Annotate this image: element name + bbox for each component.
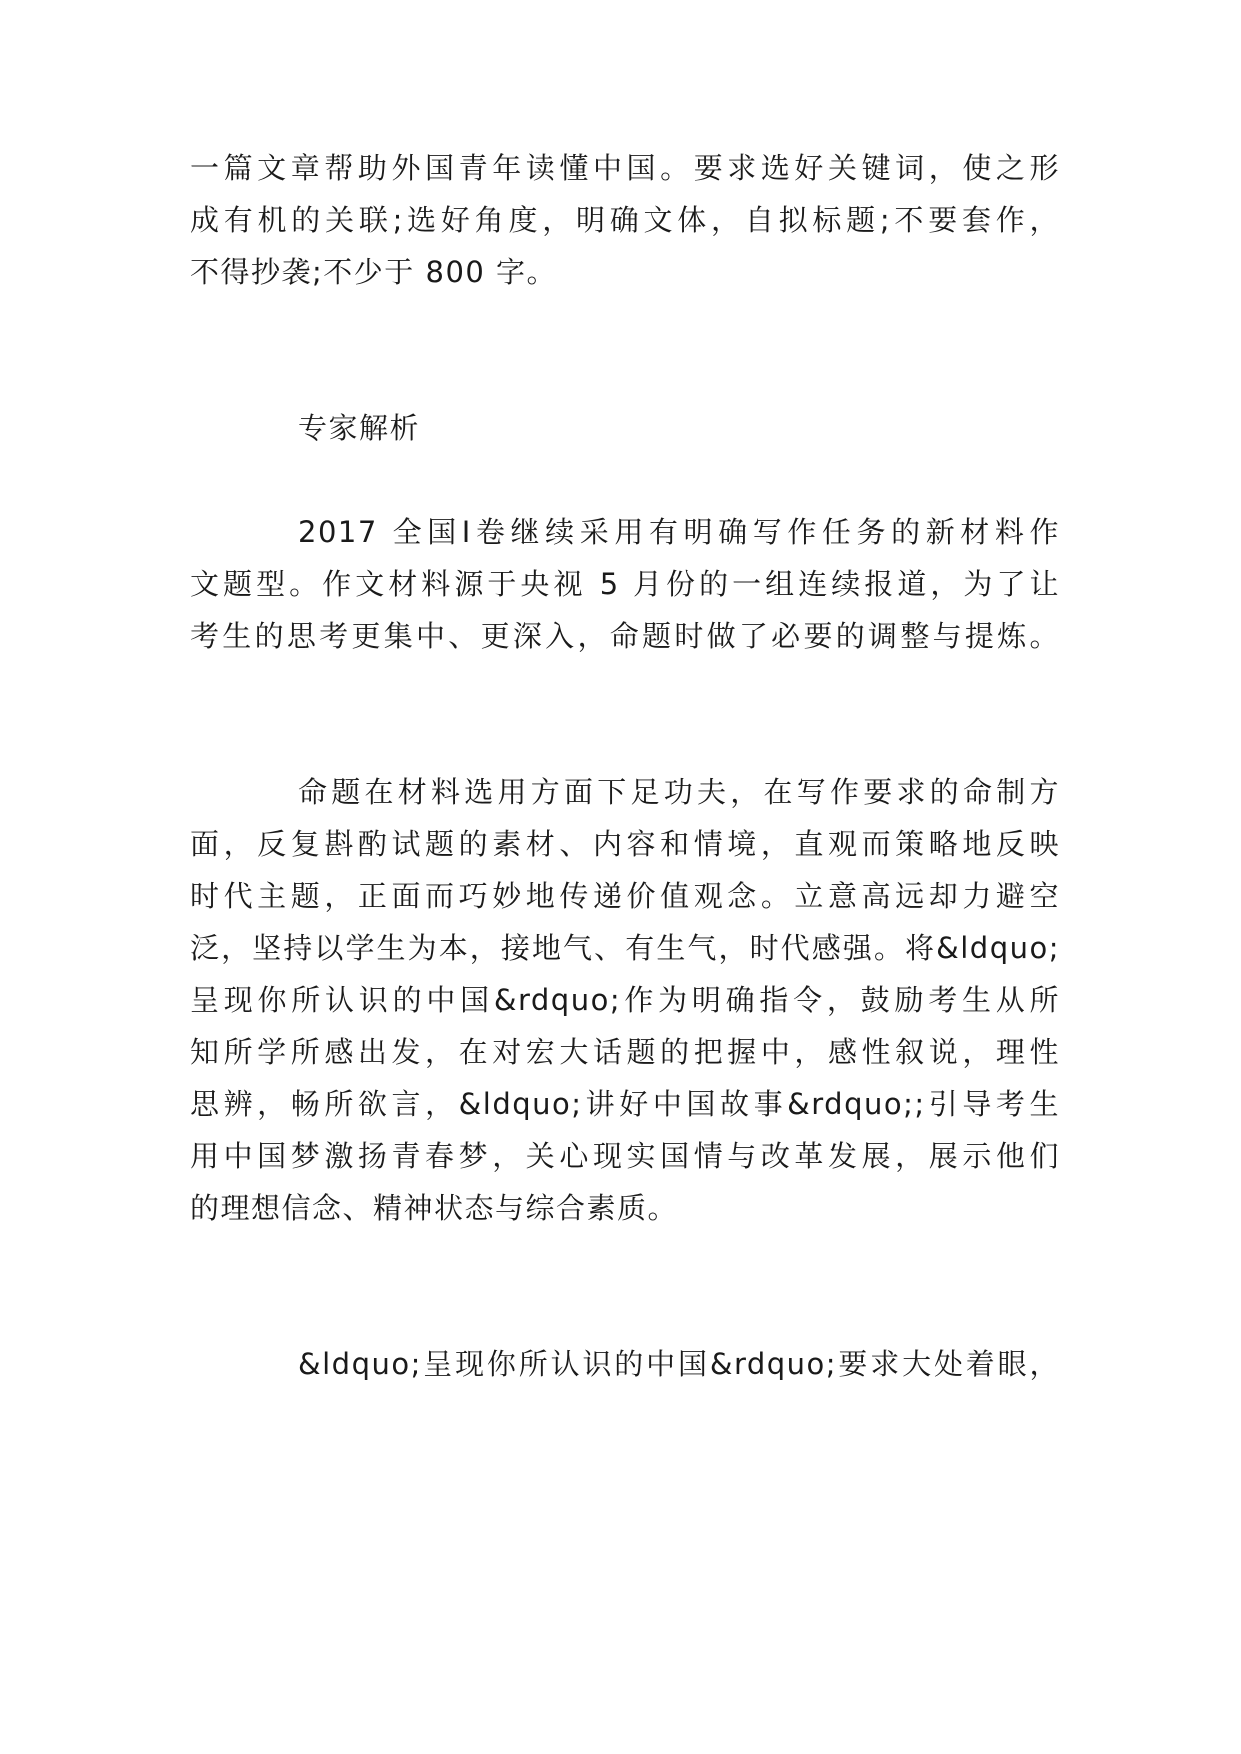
paragraph-4-line-1: &ldquo;呈现你所认识的中国&rdquo;要求大处着眼， bbox=[298, 1347, 1060, 1381]
section-heading: 专家解析 bbox=[298, 411, 421, 445]
paragraph-1-line-1: 一篇文章帮助外国青年读懂中国。要求选好关键词，使之形 bbox=[190, 151, 1060, 185]
paragraph-3-line-2: 面，反复斟酌试题的素材、内容和情境，直观而策略地反映 bbox=[190, 827, 1060, 861]
paragraph-3-line-7: 思辨，畅所欲言，&ldquo;讲好中国故事&rdquo;;引导考生 bbox=[190, 1087, 1060, 1121]
paragraph-3-line-1: 命题在材料选用方面下足功夫，在写作要求的命制方 bbox=[298, 775, 1060, 809]
document-page bbox=[190, 0, 1060, 1754]
paragraph-2-line-3: 考生的思考更集中、更深入，命题时做了必要的调整与提炼。 bbox=[190, 619, 1060, 653]
paragraph-3-line-8: 用中国梦激扬青春梦，关心现实国情与改革发展，展示他们 bbox=[190, 1139, 1060, 1173]
paragraph-3-line-4: 泛，坚持以学生为本，接地气、有生气，时代感强。将&ldquo; bbox=[190, 931, 1060, 965]
paragraph-3-line-9: 的理想信念、精神状态与综合素质。 bbox=[190, 1191, 679, 1225]
paragraph-1-line-3: 不得抄袭;不少于 800 字。 bbox=[190, 255, 558, 289]
paragraph-3-line-6: 知所学所感出发，在对宏大话题的把握中，感性叙说，理性 bbox=[190, 1035, 1060, 1069]
paragraph-1-line-2: 成有机的关联;选好角度，明确文体，自拟标题;不要套作， bbox=[190, 203, 1060, 237]
paragraph-2-line-1: 2017 全国Ⅰ卷继续采用有明确写作任务的新材料作 bbox=[298, 515, 1060, 549]
paragraph-3-line-3: 时代主题，正面而巧妙地传递价值观念。立意高远却力避空 bbox=[190, 879, 1060, 913]
paragraph-3-line-5: 呈现你所认识的中国&rdquo;作为明确指令，鼓励考生从所 bbox=[190, 983, 1060, 1017]
paragraph-2-line-2: 文题型。作文材料源于央视 5 月份的一组连续报道，为了让 bbox=[190, 567, 1060, 601]
